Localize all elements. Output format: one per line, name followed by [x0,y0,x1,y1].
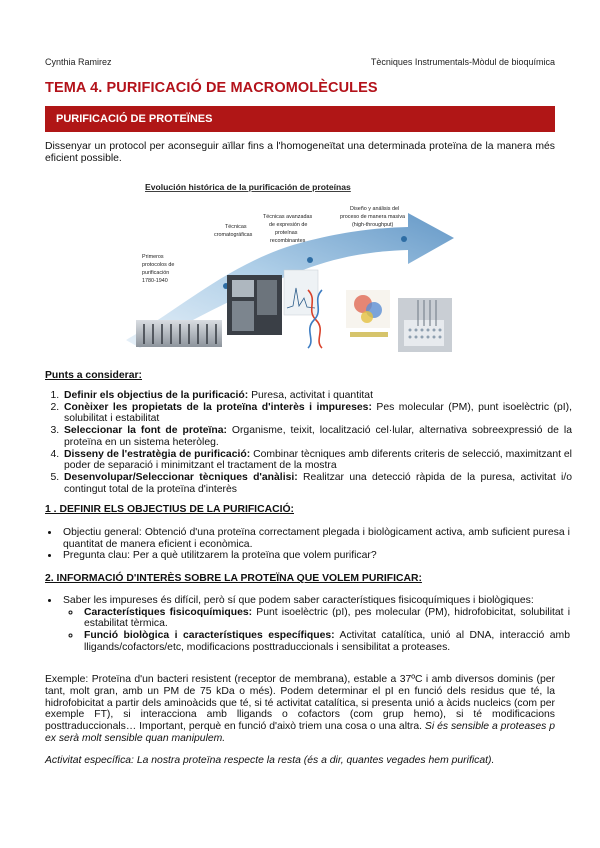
figure-title: Evolución histórica de la purificación de proteínas [145,182,351,192]
list-item: • Saber les impureses és difícil, però sí que podem saber característiques fisicoquímiques i biològiques: ◦ Característiques fisicoquímiques: Punt isoelèctric (pI), pes molecular (PM), hidrofobicitat, solubilitat i estabilitat tèrmica. ◦ Funció biològica i característiques específiques: Activitat catalítica, unió al DNA, interacció amb lligands/cofactors/etc, modificacions posttraduccionals i sensibilitat a proteases. [60,595,570,654]
section-banner [45,106,555,132]
activity-note: Activitat específica: La nostra proteïna respecte la resta (és a dir, quantes vegades hem purificat). [45,755,495,766]
author-name: Cynthia Ramirez [45,57,112,67]
stage1-label [142,254,174,284]
points-heading: Punts a considerar: [45,370,143,381]
svg-text:Primeros: Primeros [142,254,164,260]
section1-list [45,527,570,562]
example-paragraph: Exemple: Proteïna d'un bacteri resistent (receptor de membrana), estable a 37ºC i amb diversos dominis (per tant, molt gran, amb un PM de 75 kDa o més). Podem determinar el pI en funció dels residus que té, la hidrofobicitat a partir dels aminoàcids que té, si té activitat catalítica, si presenta unió a àcids nucleics (com per exemple FT), si interacciona amb lligands o cofactors (com grup hemo), si té modificacions posttraduccionals… Important, perquè en funció d'això triem una cosa o una altra. Si és sensible a proteases p ex serà molt sensible quan manipulem. [45,674,555,744]
points-list [45,390,572,495]
timeline-dot [401,236,407,242]
list-item: 1. Definir els objectius de la purificació: Puresa, activitat i quantitat [62,390,572,402]
svg-text:protocolos de: protocolos de [142,262,175,268]
svg-text:Técnicas: Técnicas [225,224,247,230]
list-item: • Objectiu general: Obtenció d'una proteïna correctament plegada i biològicament activa, amb suficient puresa i quantitat de manera eficient i econòmica. [60,527,570,550]
section2-list [45,595,570,654]
intro-paragraph: Dissenyar un protocol per aconseguir aïllar fins a l'homogeneïtat una determinada proteïna de la manera més eficient possible. [45,141,555,165]
section1-heading: 1 . DEFINIR ELS OBJECTIUS DE LA PURIFICACIÓ: [45,504,295,515]
list-item: 2. Conèixer les propietats de la proteïna d'interès i impureses: Pes molecular (PM), punt isoelèctric (pI), solubilitat i estabilitat [62,402,572,425]
banner-label: PURIFICACIÓ DE PROTEÏNES [56,113,213,125]
list-item: 4. Disseny de l'estratègia de purificació: Combinar tècniques amb diferents criteris de selecció, maximitzant el poder de separació i minimitzant el tractament de la mostra [62,449,572,472]
timeline-dot [307,257,313,263]
course-name: Tècniques Instrumentals-Mòdul de bioquímica [370,57,555,67]
protein-purification-history-figure [118,180,456,356]
list-item: ◦ Característiques fisicoquímiques: Punt isoelèctric (pI), pes molecular (PM), hidrofobicitat, solubilitat i estabilitat tèrmica. [81,607,570,630]
svg-text:de expresión de: de expresión de [269,222,308,228]
svg-text:recombinantes: recombinantes [270,238,306,244]
page-title: TEMA 4. PURIFICACIÓ DE MACROMOLÈCULES [45,80,378,96]
gel-photo [136,320,222,347]
svg-text:1780-1940: 1780-1940 [142,278,168,284]
svg-text:Técnicas avanzadas: Técnicas avanzadas [263,214,313,220]
section2-sublist [63,607,570,654]
list-item: 5. Desenvolupar/Seleccionar tècniques d'anàlisi: Realitzar una detecció ràpida de la puresa, activitat i/o contingut total de la proteïna d'interès [62,472,572,495]
list-item: ◦ Funció biològica i característiques específiques: Activitat catalítica, unió al DNA, interacció amb lligands/cofactors/etc, modificacions posttraduccionals i sensibilitat a proteases. [81,630,570,653]
svg-text:(high-throughput): (high-throughput) [352,222,394,228]
section2-heading: 2. INFORMACIÓ D'INTERÈS SOBRE LA PROTEÏNA QUE VOLEM PURIFICAR: [45,573,422,584]
svg-text:Diseño y análisis del: Diseño y análisis del [350,206,400,212]
svg-text:purificación: purificación [142,270,170,276]
stage4-label [340,206,405,228]
list-item: 3. Seleccionar la font de proteïna: Organisme, teixit, localització cel·lular, alternativa sobreexpressió de la proteïna en un sistema heteròleg. [62,425,572,448]
stage3-label [263,214,312,244]
list-item: • Pregunta clau: Per a què utilitzarem la proteïna que volem purificar? [60,550,570,562]
chromatogram-screen [284,270,318,315]
svg-text:cromatográficas: cromatográficas [214,232,253,238]
svg-text:proteínas: proteínas [275,230,298,236]
svg-text:proceso de manera masiva: proceso de manera masiva [340,214,406,220]
stage2-label [214,224,253,238]
